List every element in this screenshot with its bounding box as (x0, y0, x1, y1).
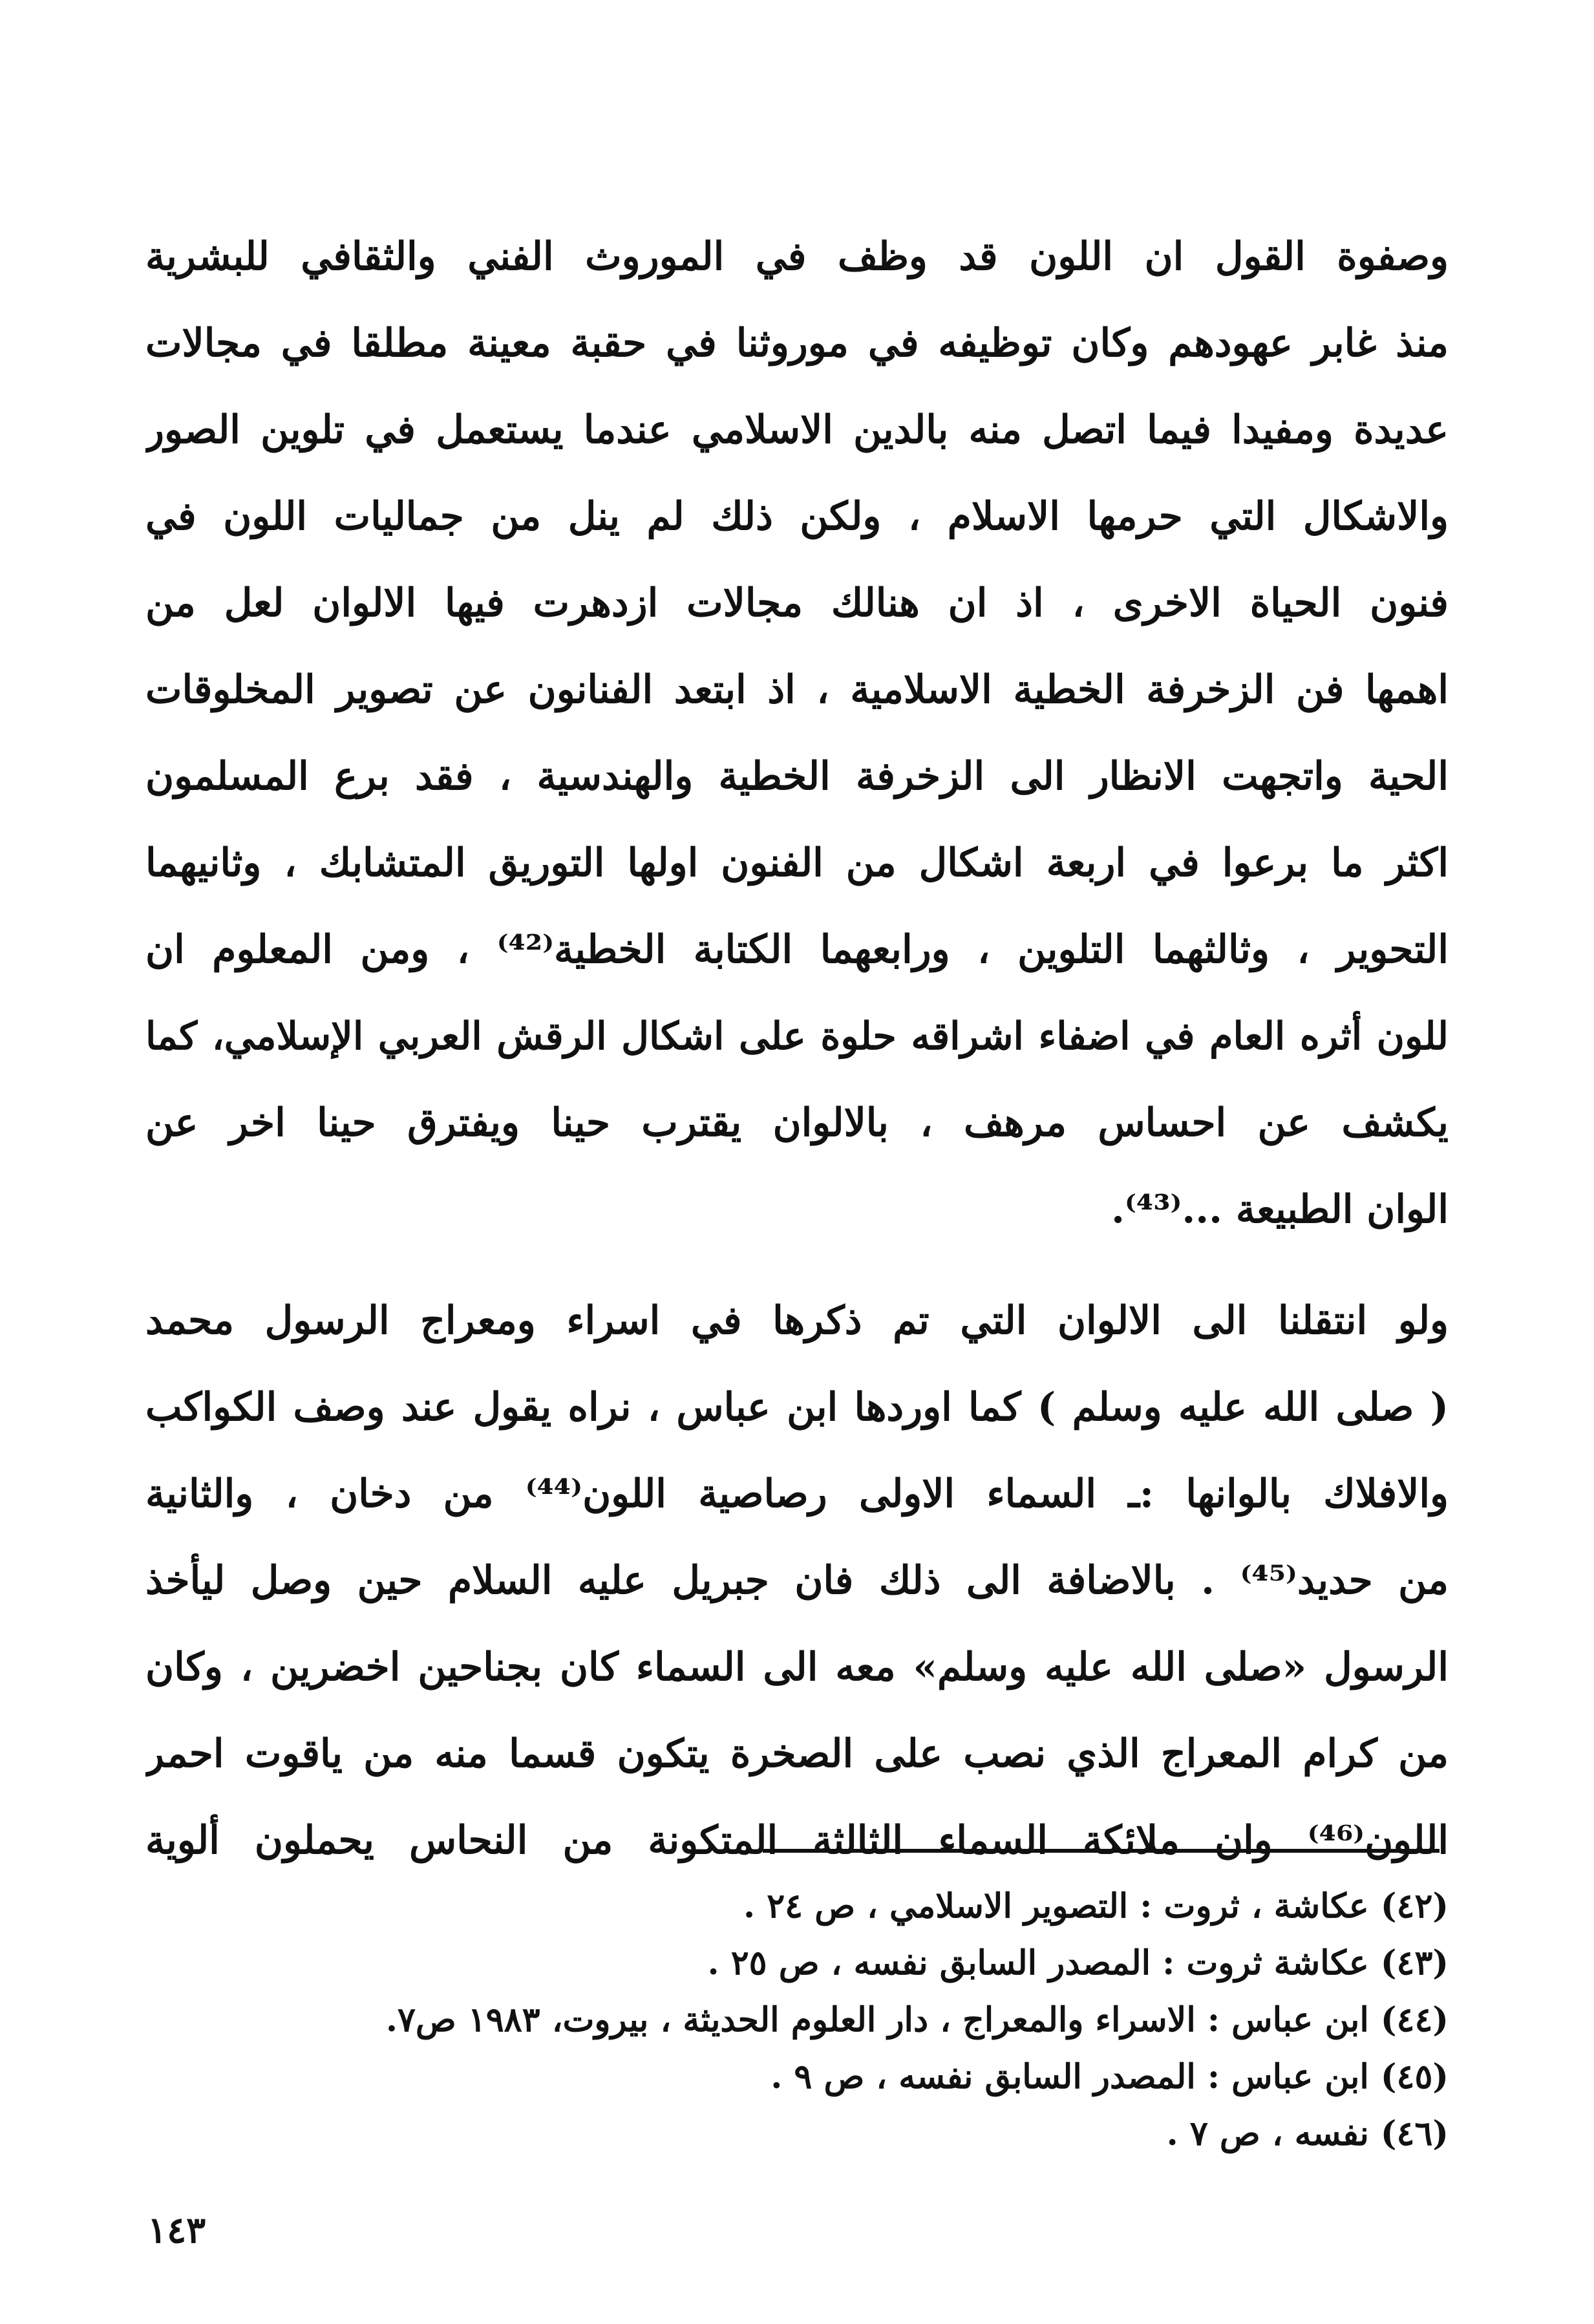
footnote-42: (٤٢) عكاشة ، ثروت : التصوير الاسلامي ، ص ٢٤ . (743, 1886, 1449, 1926)
text-line: يكشف عن احساس مرهف ، بالالوان يقترب حينا ويفترق حينا اخر عن (145, 1100, 1449, 1146)
text-line: من حديد⁽⁴⁵⁾ . بالاضافة الى ذلك فان جبريل عليه السلام حين وصل ليأخذ (145, 1558, 1449, 1603)
text-line: منذ غابر عهودهم وكان توظيفه في موروثنا في حقبة معينة مطلقا في مجالات (145, 321, 1449, 366)
text-line: الرسول «صلى الله عليه وسلم» معه الى السماء كان بجناحين اخضرين ، وكان (145, 1645, 1449, 1690)
text-line: اللون⁽⁴⁶⁾ وان ملائكة السماء الثالثة المتكونة من النحاس يحملون ألوية (145, 1818, 1449, 1863)
footnote-44: (٤٤) ابن عباس : الاسراء والمعراج ، دار العلوم الحديثة ، بيروت، ١٩٨٣ ص٧. (385, 2000, 1449, 2040)
footnote-45: (٤٥) ابن عباس : المصدر السابق نفسه ، ص ٩ . (770, 2057, 1449, 2096)
text-line: والاشكال التي حرمها الاسلام ، ولكن ذلك لم ينل من جماليات اللون في (145, 494, 1449, 539)
text-line: الوان الطبيعة ...⁽⁴³⁾. (1111, 1187, 1449, 1232)
footnote-46: (٤٦) نفسه ، ص ٧ . (1166, 2114, 1449, 2153)
text-line: وصفوة القول ان اللون قد وظف في الموروث الفني والثقافي للبشرية (145, 234, 1449, 279)
text-line: من كرام المعراج الذي نصب على الصخرة يتكون قسما منه من ياقوت احمر (145, 1731, 1449, 1776)
text-line: والافلاك بالوانها :ـ السماء الاولى رصاصية اللون⁽⁴⁴⁾ من دخان ، والثانية (145, 1471, 1449, 1517)
page-number: ١٤٣ (147, 2209, 206, 2252)
text-line: التحوير ، وثالثهما التلوين ، ورابعهما الكتابة الخطية⁽⁴²⁾ ، ومن المعلوم ان (145, 927, 1449, 972)
footnotes (145, 1878, 1449, 2162)
text-line: اكثر ما برعوا في اربعة اشكال من الفنون اولها التوريق المتشابك ، وثانيهما (145, 840, 1449, 886)
body-text (145, 213, 1449, 1884)
paragraph-1 (145, 213, 1449, 1253)
text-line: ( صلى الله عليه وسلم ) كما اوردها ابن عباس ، نراه يقول عند وصف الكواكب (145, 1385, 1449, 1430)
text-line: الحية واتجهت الانظار الى الزخرفة الخطية والهندسية ، فقد برع المسلمون (145, 754, 1449, 799)
text-line: عديدة ومفيدا فيما اتصل منه بالدين الاسلامي عندما يستعمل في تلوين الصور (145, 407, 1449, 453)
text-line: للون أثره العام في اضفاء اشراقه حلوة على اشكال الرقش العربي الإسلامي، كما (145, 1014, 1449, 1058)
text-line: ولو انتقلنا الى الالوان التي تم ذكرها في اسراء ومعراج الرسول محمد (145, 1298, 1449, 1343)
text-line: اهمها فن الزخرفة الخطية الاسلامية ، اذ ابتعد الفنانون عن تصوير المخلوقات (145, 667, 1449, 712)
footnote-divider (763, 1849, 1440, 1853)
paragraph-2 (145, 1277, 1449, 1884)
footnote-43: (٤٣) عكاشة ثروت : المصدر السابق نفسه ، ص ٢٥ . (707, 1943, 1449, 1983)
text-line: فنون الحياة الاخرى ، اذ ان هنالك مجالات ازدهرت فيها الالوان لعل من (145, 581, 1449, 626)
